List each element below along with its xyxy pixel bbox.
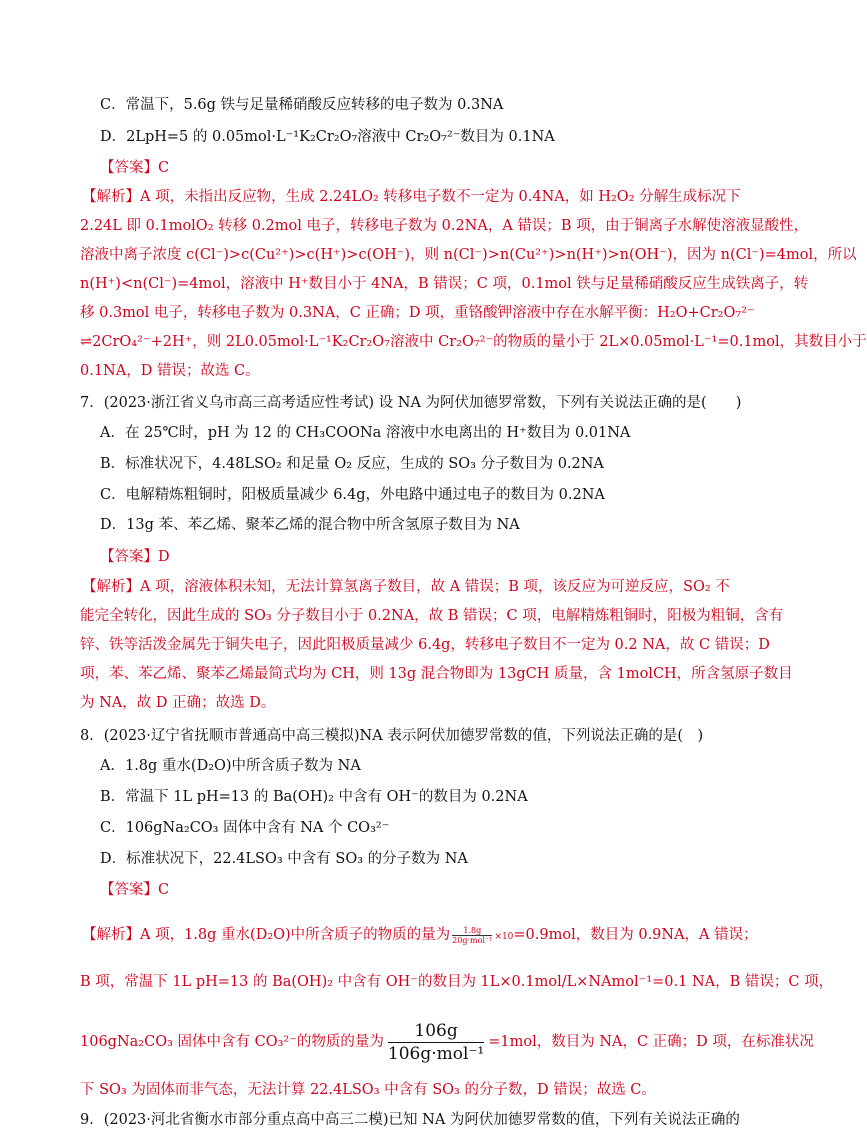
answer-q7: 【答案】D	[100, 549, 170, 565]
answer-q8: 【答案】C	[100, 882, 170, 898]
analysis-q7-line1: 【解析】A 项，溶液体积未知，无法计算氢离子数目，故 A 错误；B 项，该反应为可逆反应，SO₂ 不	[82, 579, 730, 595]
analysis-q8-line4: 下 SO₃ 为固体而非气态，无法计算 22.4LSO₃ 中含有 SO₃ 的分子数，D 错误；故选 C。	[80, 1082, 656, 1098]
analysis-q6-line1: 【解析】A 项，未指出反应物，生成 2.24LO₂ 转移电子数不一定为 0.4NA，如 H₂O₂ 分解生成标况下	[82, 189, 741, 205]
fraction-proton-multiplier: ×10	[494, 932, 514, 942]
analysis-q6-line7: 0.1NA，D 错误；故选 C。	[80, 363, 260, 379]
option-c-q7: C．电解精炼粗铜时，阳极质量减少 6.4g，外电路中通过电子的数目为 0.2NA	[100, 487, 605, 503]
option-b-q7: B．标准状况下，4.48LSO₂ 和足量 O₂ 反应，生成的 SO₃ 分子数目为 0.2NA	[100, 456, 604, 472]
analysis-q6-line4: n(H⁺)<n(Cl⁻)=4mol，溶液中 H⁺数目小于 4NA，B 错误；C 项，0.1mol 铁与足量稀硝酸反应生成铁离子，转	[80, 276, 809, 292]
answer-q6: 【答案】C	[100, 160, 170, 176]
analysis-q8-line2: B 项，常温下 1L pH=13 的 Ba(OH)₂ 中含有 OH⁻的数目为 1L×0.1mol/L×NAmol⁻¹=0.1 NA，B 错误；C 项，	[80, 974, 834, 990]
fraction-proton-numerator: 1.8g	[452, 926, 492, 936]
option-c-q8: C．106gNa₂CO₃ 固体中含有 NA 个 CO₃²⁻	[100, 820, 390, 836]
option-d-q6: D．2LpH=5 的 0.05mol·L⁻¹K₂Cr₂O₇溶液中 Cr₂O₇²⁻数目为 0.1NA	[100, 129, 555, 145]
analysis-q6-line2: 2.24L 即 0.1molO₂ 转移 0.2mol 电子，转移电子数为 0.2NA，A 错误；B 项，由于铜离子水解使溶液显酸性，	[80, 218, 809, 234]
option-d-q8: D．标准状况下，22.4LSO₃ 中含有 SO₃ 的分子数为 NA	[100, 851, 468, 867]
option-b-q8: B．常温下 1L pH=13 的 Ba(OH)₂ 中含有 OH⁻的数目为 0.2NA	[100, 789, 528, 805]
fraction-moles-denominator: 106g·mol⁻¹	[387, 1043, 485, 1064]
analysis-q7-line3: 锌、铁等活泼金属先于铜失电子，因此阳极质量减少 6.4g，转移电子数目不一定为 0.2 NA，故 C 错误；D	[80, 637, 770, 653]
question-8: 8．(2023·辽宁省抚顺市普通高中高三模拟)NA 表示阿伏加德罗常数的值，下列说法正确的是( )	[80, 728, 704, 744]
analysis-q6-line6: ⇌2CrO₄²⁻+2H⁺，则 2L0.05mol·L⁻¹K₂Cr₂O₇溶液中 Cr₂O₇²⁻的物质的量小于 2L×0.05mol·L⁻¹=0.1mol，其数目小于	[80, 334, 867, 350]
analysis-q7-line2: 能完全转化，因此生成的 SO₃ 分子数目小于 0.2NA，故 B 错误；C 项，电解精炼粗铜时，阳极为粗铜，含有	[80, 608, 784, 624]
option-d-q7: D．13g 苯、苯乙烯、聚苯乙烯的混合物中所含氢原子数目为 NA	[100, 517, 520, 533]
question-9: 9．(2023·河北省衡水市部分重点高中高三二模)已知 NA 为阿伏加德罗常数的值，下列有关说法正确的	[80, 1112, 740, 1128]
fraction-moles	[388, 1020, 484, 1065]
analysis-q8-line3-text: 106gNa₂CO₃ 固体中含有 CO₃²⁻的物质的量为	[80, 1034, 384, 1050]
analysis-q8-line3-result: =1mol，数目为 NA，C 正确；D 项，在标准状况	[488, 1034, 814, 1050]
fraction-moles-numerator: 106g	[388, 1020, 484, 1043]
analysis-q7-line5: 为 NA，故 D 正确；故选 D。	[80, 695, 276, 711]
fraction-proton	[452, 926, 492, 945]
question-7: 7．(2023·浙江省义乌市高三高考适应性考试) 设 NA 为阿伏加德罗常数，下列有关说法正确的是( )	[80, 395, 742, 411]
analysis-q6-line3: 溶液中离子浓度 c(Cl⁻)>c(Cu²⁺)>c(H⁺)>c(OH⁻)，则 n(Cl⁻)>n(Cu²⁺)>n(H⁺)>n(OH⁻)，因为 n(Cl⁻)=4mol，所以	[80, 247, 857, 263]
option-c-q6: C．常温下，5.6g 铁与足量稀硝酸反应转移的电子数为 0.3NA	[100, 97, 504, 113]
analysis-q8-line3	[80, 1018, 814, 1066]
analysis-q8-line1-result: =0.9mol，数目为 0.9NA，A 错误；	[513, 927, 758, 943]
analysis-q7-line4: 项，苯、苯乙烯、聚苯乙烯最简式均为 CH，则 13g 混合物即为 13gCH 质量，含 1molCH，所含氢原子数目	[80, 666, 793, 682]
analysis-q8-line1	[82, 920, 758, 950]
analysis-q6-line5: 移 0.3mol 电子，转移电子数为 0.3NA，C 正确；D 项，重铬酸钾溶液中存在水解平衡：H₂O+Cr₂O₇²⁻	[80, 305, 755, 321]
option-a-q7: A．在 25℃时，pH 为 12 的 CH₃COONa 溶液中水电离出的 H⁺数目为 0.01NA	[100, 425, 631, 441]
analysis-q8-line1-text: 【解析】A 项，1.8g 重水(D₂O)中所含质子的物质的量为	[82, 927, 451, 943]
option-a-q8: A．1.8g 重水(D₂O)中所含质子数为 NA	[100, 758, 361, 774]
fraction-proton-denominator: 20g·mol⁻¹	[452, 935, 493, 945]
